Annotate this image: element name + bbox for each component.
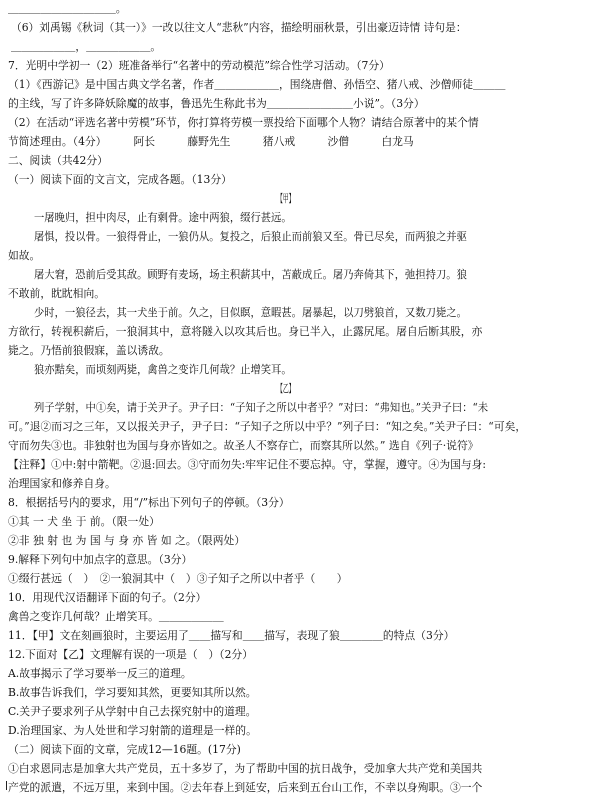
- doc-line: （1）《西游记》是中国古典文学名著，作者＿＿＿＿＿＿，围绕唐僧、孙悟空、猪八戒、沙僧师徒＿＿＿: [8, 78, 506, 91]
- scan-mark: [6, 781, 7, 790]
- doc-line: 节简述理由。（4分） 阿长 藤野先生 猪八戒 沙僧 白龙马: [8, 135, 414, 148]
- doc-line: 治理国家和修养自身。: [8, 477, 116, 490]
- option-c: C.关尹子要求列子从学射中自己去探究射中的道理。: [8, 705, 257, 718]
- doc-line: （6）刘禹锡《秋词（其一）》一改以往文人“悲秋”内容，描绘明丽秋景，引出豪迈诗情 诗句是：: [11, 21, 467, 34]
- doc-line: 产党的派遣，不远万里，来到中国。②去年春上到延安，后来到五台山工作，不幸以身殉职。③一个: [8, 781, 483, 794]
- doc-line: 守而勿失③也。非独射也为国与身亦皆如之。故圣人不察存亡，而察其所以然。” 选自《列子·说符》: [8, 439, 479, 452]
- doc-line: 11．【甲】文在刻画狼时，主要运用了＿＿描写和＿＿描写，表现了狼＿＿＿＿的特点（3分）: [8, 629, 455, 642]
- doc-line: 7．光明中学初一（2）班准备举行“名著中的劳动模范”综合性学习活动。（7分）: [8, 59, 390, 72]
- section-heading: 二、阅读（共42分）: [8, 154, 108, 167]
- option-b: B.故事告诉我们，学习要知其然，更要知其所以然。: [8, 686, 257, 699]
- passage-a-heading: 【甲】: [277, 192, 295, 205]
- doc-line: 狼亦黠矣，而顷刻两毙，禽兽之变诈几何哉？止增笑耳。: [34, 363, 292, 376]
- doc-line: 方欲行，转视积薪后，一狼洞其中，意将隧入以攻其后也。身已半入，止露尻尾。屠自后断其股，亦: [8, 325, 483, 338]
- doc-line: 一屠晚归，担中肉尽，止有剩骨。途中两狼，缀行甚远。: [34, 211, 292, 224]
- doc-line: ②非 独 射 也 为 国 与 身 亦 皆 如 之。（限两处）: [8, 534, 246, 547]
- doc-line: 不敢前，眈眈相向。: [8, 287, 106, 300]
- doc-line: 12.下面对【乙】文理解有误的一项是（ ）（2分）: [8, 648, 253, 661]
- doc-line: 屠惧，投以骨。一狼得骨止，一狼仍从。复投之，后狼止而前狼又至。骨已尽矣，而两狼之并驱: [34, 230, 467, 243]
- doc-line: 9.解释下列句中加点字的意思。（3分）: [8, 553, 193, 566]
- doc-line: ＿＿＿＿＿＿，＿＿＿＿＿＿。: [11, 40, 162, 53]
- doc-line: 可。”退②而习之三年，又以报关尹子，尹子曰：“子知子之所以中乎？”列子曰：“知之矣。”关尹子曰：“可矣，: [8, 420, 527, 433]
- section-heading: （一）阅读下面的文言文，完成各题。（13分）: [8, 173, 232, 186]
- doc-line: 【注释】①中:射中箭靶。②退:回去。③守而勿失:牢牢记住不要忘掉。守，掌握，遵守。④为国与身:: [8, 458, 487, 471]
- doc-line: 屠大窘，恐前后受其敌。顾野有麦场，场主积薪其中，苫蔽成丘。屠乃奔倚其下，弛担持刀。狼: [34, 268, 467, 281]
- section-heading: （二）阅读下面的文章，完成12—16题。(17分): [8, 743, 241, 756]
- doc-line: ①其 一 犬 坐 于 前。（限一处）: [8, 515, 160, 528]
- doc-line: 禽兽之变诈几何哉？止增笑耳。＿＿＿＿＿＿: [8, 610, 224, 623]
- doc-line: ①缀行甚远（ ） ②一狼洞其中（ ）③子知子之所以中者乎（ ）: [8, 572, 348, 585]
- doc-line: ＿＿＿＿＿＿＿＿＿＿。: [8, 2, 127, 15]
- doc-line: （2）在活动“评选名著中劳模”环节，你打算将劳模一票投给下面哪个人物？请结合原著中的某个情: [8, 116, 479, 129]
- doc-line: ①白求恩同志是加拿大共产党员，五十多岁了，为了帮助中国的抗日战争，受加拿大共产党和美国共: [8, 762, 483, 775]
- doc-line: 8．根据括号内的要求，用“/”标出下列句子的停顿。（3分）: [8, 496, 290, 509]
- option-d: D.治理国家、为人处世和学习射箭的道理是一样的。: [8, 724, 257, 737]
- doc-line: 的主线，写了许多降妖除魔的故事，鲁迅先生称此书为＿＿＿＿＿＿＿＿小说”。（3分）: [8, 97, 425, 110]
- doc-line: 10．用现代汉语翻译下面的句子。（2分）: [8, 591, 207, 604]
- doc-line: 如故。: [8, 249, 41, 262]
- doc-line: 少时，一狼径去，其一犬坐于前。久之，目似瞑，意暇甚。屠暴起，以刀劈狼首，又数刀毙之。: [34, 306, 467, 319]
- option-a: A.故事揭示了学习要举一反三的道理。: [8, 667, 192, 680]
- doc-line: 毙之。乃悟前狼假寐，盖以诱敌。: [8, 344, 170, 357]
- doc-line: 列子学射，中①矣，请于关尹子。尹子曰：“子知子之所以中者乎？”对曰：“弗知也。”关尹子曰：“未: [34, 401, 489, 414]
- passage-b-heading: 【乙】: [277, 382, 295, 395]
